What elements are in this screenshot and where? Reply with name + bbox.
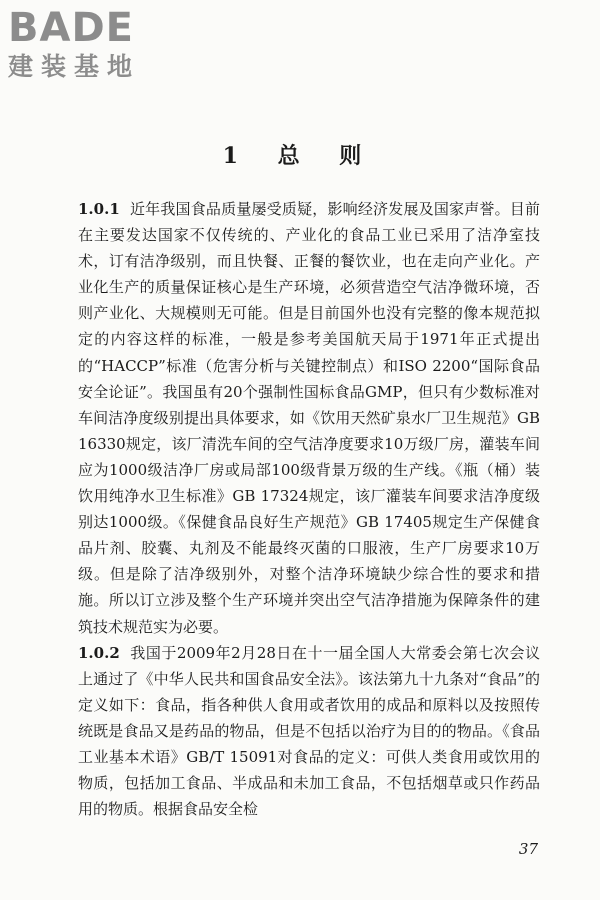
clause-number: 1.0.1 xyxy=(78,200,120,218)
clause-1-0-2 xyxy=(78,640,540,823)
clause-text: 近年我国食品质量屡受质疑，影响经济发展及国家声誉。目前在主要发达国家不仅传统的、产业化的食品工业已采用了洁净室技术，订有洁净级别，而且快餐、正餐的餐饮业，也在走向产业化。产业化生产的质量保证核心是生产环境，必须营造空气洁净微环境，否则产业化、大规模则无可能。但是目前国外也没有完整的像本规范拟定的内容这样的标准，一般是参考美国航天局于1971年正式提出的“HACCP”标准（危害分析与关键控制点）和ISO 2200“国际食品安全论证”。我国虽有20个强制性国标食品GMP，但只有少数标准对车间洁净度级别提出具体要求，如《饮用天然矿泉水厂卫生规范》GB 16330规定，该厂清洗车间的空气洁净度要求10万级厂房，灌装车间应为1000级洁净厂房或局部100级背景万级的生产线。《瓶（桶）装饮用纯净水卫生标准》GB 17324规定，该厂灌装车间要求洁净度级别达1000级。《保健食品良好生产规范》GB 17405规定生产保健食品片剂、胶囊、丸剂及不能最终灭菌的口服液，生产厂房要求10万级。但是除了洁净级别外，对整个洁净环境缺少综合性的要求和措施。所以订立涉及整个生产环境并突出空气洁净措施为保障条件的建筑技术规范实为必要。 xyxy=(78,200,540,636)
body-text xyxy=(78,196,540,822)
page-number: 37 xyxy=(518,840,538,858)
clause-text: 我国于2009年2月28日在十一届全国人大常委会第七次会议上通过了《中华人民共和国食品安全法》。该法第九十九条对“食品”的定义如下：食品，指各种供人食用或者饮用的成品和原料以及按照传统既是食品又是药品的物品，但是不包括以治疗为目的的物品。《食品工业基本术语》GB/T 15091对食品的定义：可供人类食用或饮用的物质，包括加工食品、半成品和未加工食品，不包括烟草或只作药品用的物质。根据食品安全检 xyxy=(78,643,540,819)
clause-1-0-1 xyxy=(78,196,540,640)
clause-number: 1.0.2 xyxy=(78,643,120,662)
chapter-title: 1 总 则 xyxy=(222,143,378,169)
logo-mark: BADE xyxy=(8,5,134,51)
bade-logo xyxy=(8,6,140,82)
logo-subtitle: 建装基地 xyxy=(8,52,141,81)
